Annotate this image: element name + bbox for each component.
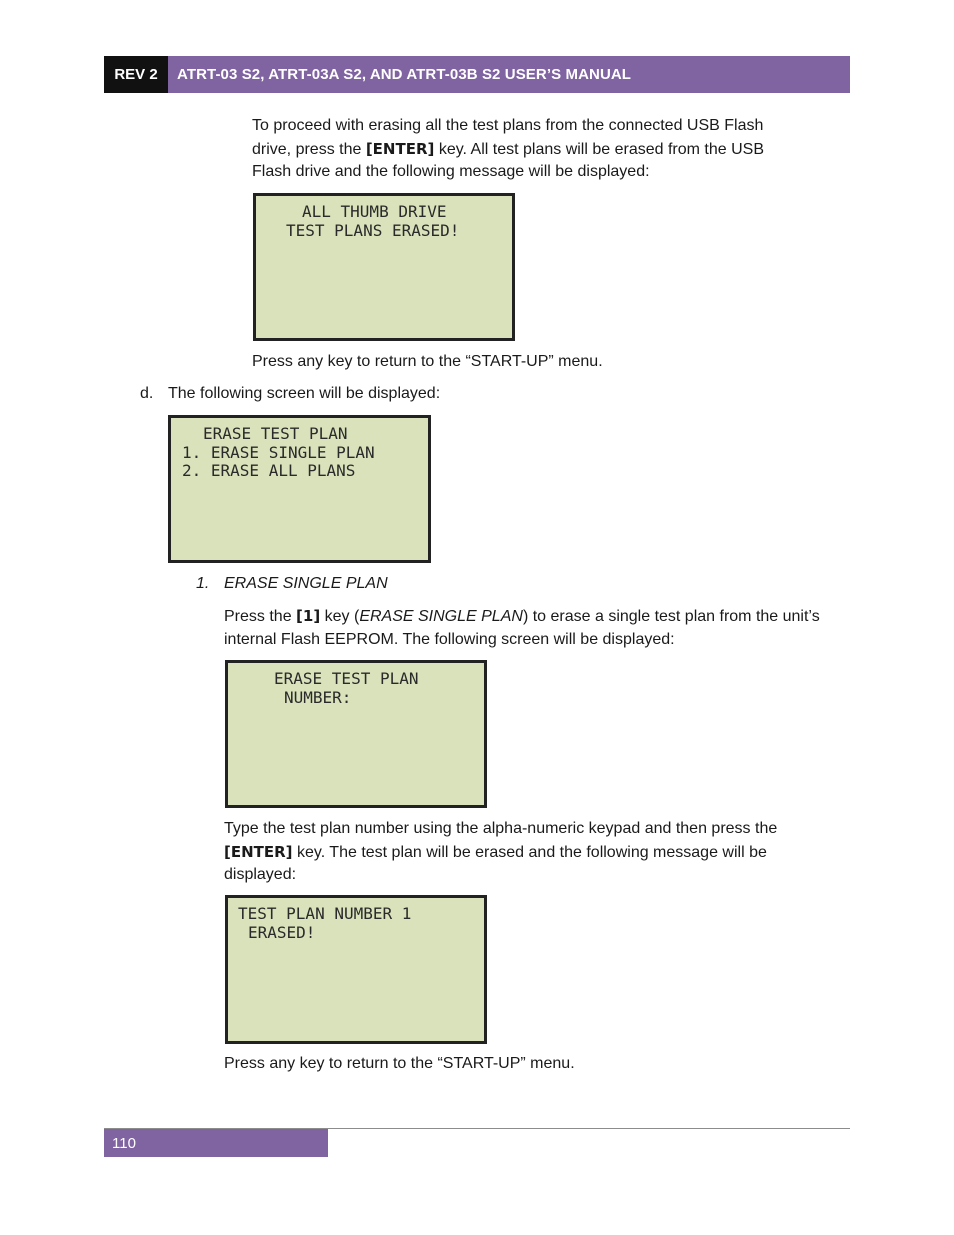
erase-single-instructions: [224, 605, 854, 651]
erase-all-instructions: [252, 115, 852, 184]
substep-title: ERASE SINGLE PLAN: [224, 575, 388, 592]
manual-title: ATRT-03 S2, ATRT-03A S2, AND ATRT-03B S2 USER’S MANUAL: [177, 66, 632, 83]
lcd-screen-plan-number: [225, 660, 487, 808]
erase-single-line-2: internal Flash EEPROM. The following screen will be displayed:: [224, 630, 675, 648]
lcd-line: 2. ERASE ALL PLANS: [182, 461, 356, 480]
page-number: 110: [104, 1129, 328, 1157]
step-d-text: The following screen will be displayed:: [168, 385, 441, 402]
page-header: [104, 56, 850, 93]
erase-all-line-1: To proceed with erasing all the test plans from the connected USB Flash: [252, 117, 764, 134]
lcd-line: ERASED!: [248, 923, 316, 942]
erase-single-line-1: Press the [1] key (ERASE SINGLE PLAN) to erase a single test plan from the unit’s: [224, 607, 820, 625]
key-1-label: [1]: [296, 607, 321, 625]
enter-key-label: [ENTER]: [224, 842, 293, 861]
substep-marker: 1.: [196, 575, 210, 592]
return-instruction: Press any key to return to the “START-UP” menu.: [224, 1055, 575, 1072]
lcd-line: TEST PLANS ERASED!: [286, 221, 460, 240]
enter-number-instructions: [224, 818, 854, 887]
return-instruction: Press any key to return to the “START-UP” menu.: [252, 353, 603, 370]
step-d-marker: d.: [140, 385, 154, 402]
lcd-line: TEST PLAN NUMBER 1: [238, 904, 412, 923]
revision-badge: REV 2: [104, 56, 168, 93]
lcd-line: ALL THUMB DRIVE: [302, 202, 447, 221]
erase-all-line-2: drive, press the [ENTER] key. All test plans will be erased from the USB: [252, 139, 764, 158]
enter-number-line-2: [ENTER] key. The test plan will be erased and the following message will be: [224, 842, 767, 861]
enter-number-line-3: displayed:: [224, 866, 297, 884]
lcd-line: NUMBER:: [284, 688, 352, 707]
erase-all-line-3: Flash drive and the following message will be displayed:: [252, 163, 650, 181]
lcd-screen-all-erased: [253, 193, 515, 341]
enter-key-label: [ENTER]: [365, 139, 435, 158]
lcd-screen-plan-erased: [225, 895, 487, 1044]
enter-number-line-1: Type the test plan number using the alpha-numeric keypad and then press the: [224, 820, 778, 837]
lcd-screen-erase-menu: [168, 415, 431, 563]
lcd-line: 1. ERASE SINGLE PLAN: [182, 443, 375, 462]
lcd-line: ERASE TEST PLAN: [274, 669, 419, 688]
lcd-line: ERASE TEST PLAN: [203, 424, 348, 443]
